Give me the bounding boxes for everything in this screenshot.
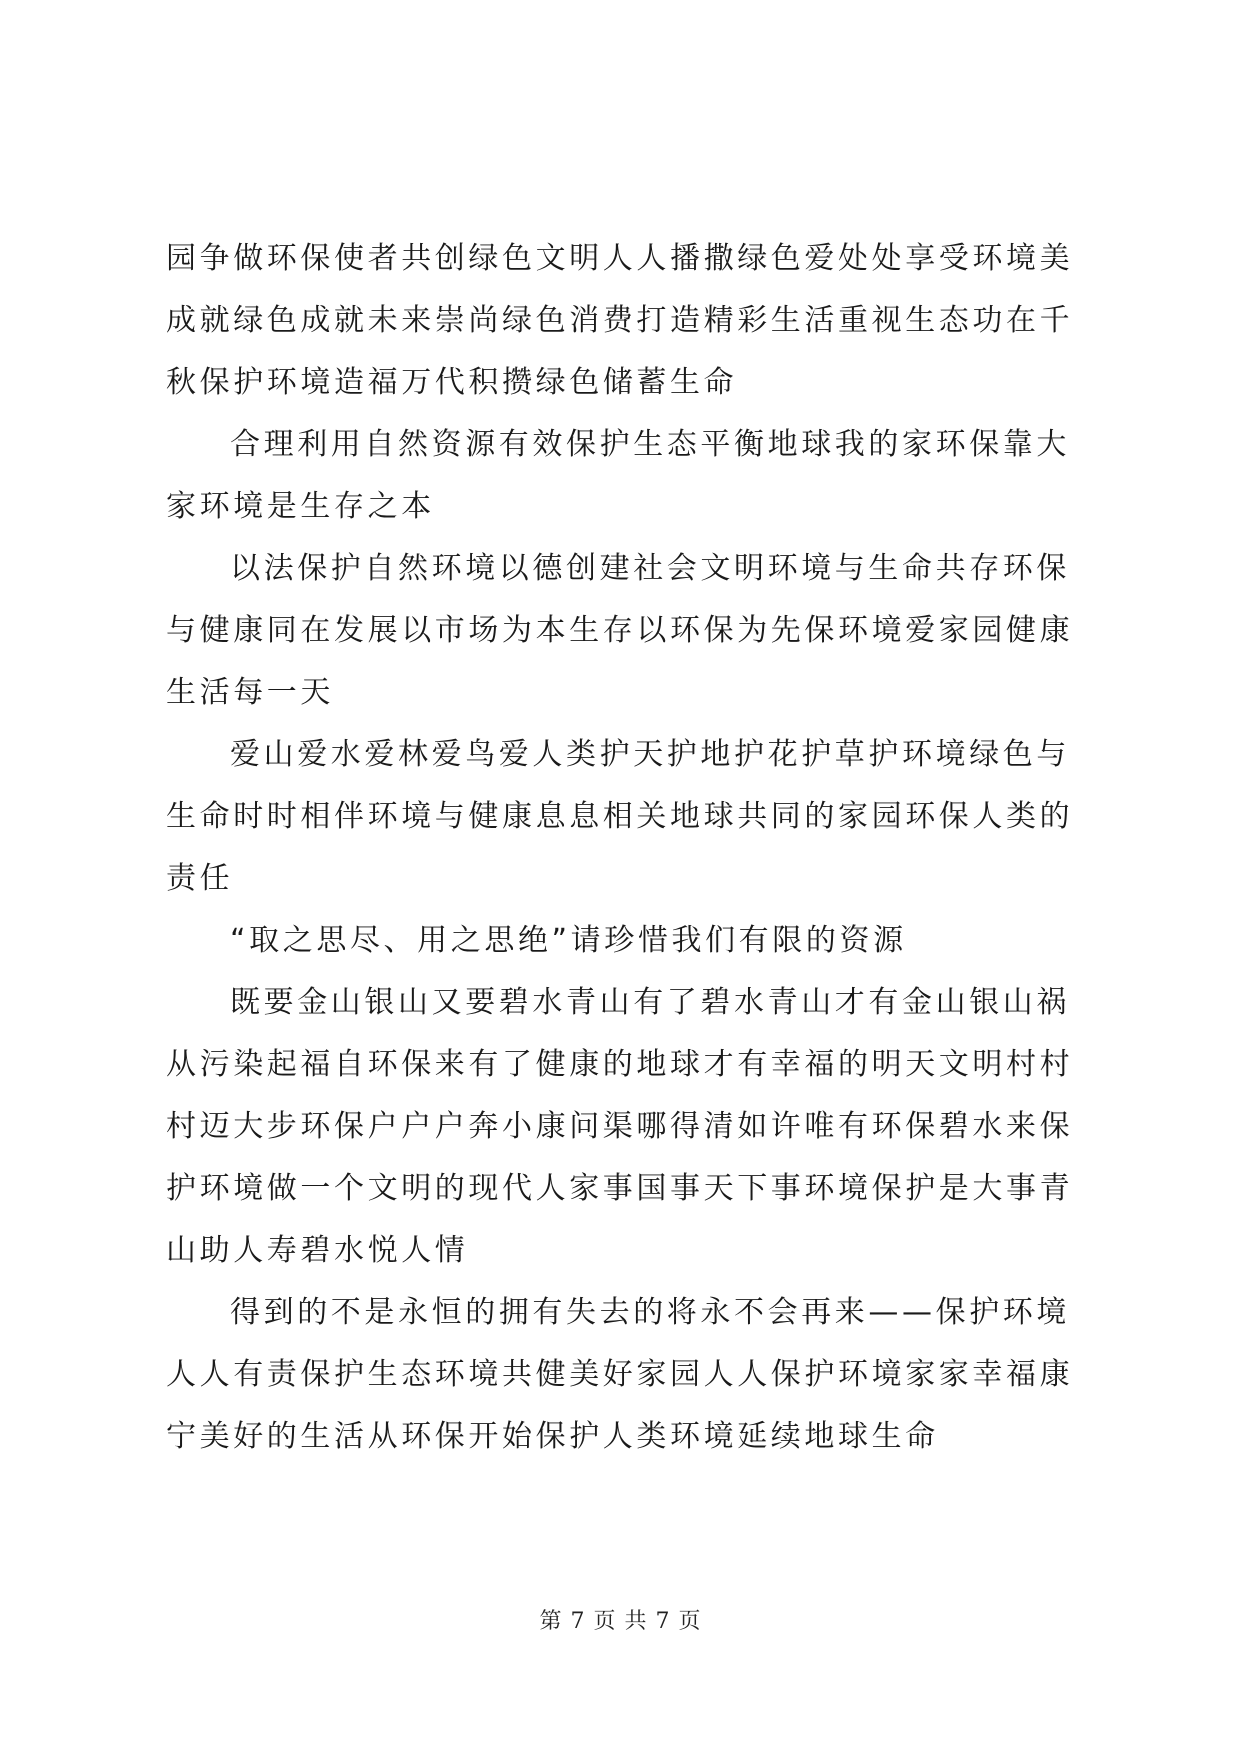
text-line: 生活每一天: [166, 675, 334, 710]
text-line: 责任: [166, 861, 234, 896]
text-line: 生命时时相伴环境与健康息息相关地球共同的家园环保人类的: [166, 799, 1074, 834]
text-line: 人人有责保护生态环境共健美好家园人人保护环境家家幸福康: [166, 1357, 1074, 1392]
text-line: 爱山爱水爱林爱鸟爱人类护天护地护花护草护环境绿色与: [230, 737, 1070, 772]
document-body: [166, 228, 1080, 1468]
text-line: 村迈大步环保户户户奔小康问渠哪得清如许唯有环保碧水来保: [166, 1109, 1074, 1144]
text-line: 既要金山银山又要碧水青山有了碧水青山才有金山银山祸: [230, 985, 1070, 1020]
text-line: 宁美好的生活从环保开始保护人类环境延续地球生命: [166, 1419, 939, 1454]
text-line: 成就绿色成就未来崇尚绿色消费打造精彩生活重视生态功在千: [166, 303, 1074, 338]
text-line: 与健康同在发展以市场为本生存以环保为先保环境爱家园健康: [166, 613, 1074, 648]
text-line: 秋保护环境造福万代积攒绿色储蓄生命: [166, 365, 738, 400]
text-line: 护环境做一个文明的现代人家事国事天下事环境保护是大事青: [166, 1171, 1074, 1206]
text-line: “取之思尽、用之思绝”请珍惜我们有限的资源: [230, 923, 907, 958]
text-line: 家环境是生存之本: [166, 489, 435, 524]
text-line: 得到的不是永恒的拥有失去的将永不会再来——保护环境: [230, 1295, 1070, 1330]
text-line: 从污染起福自环保来有了健康的地球才有幸福的明天文明村村: [166, 1047, 1074, 1082]
page-number-footer: 第 7 页 共 7 页: [539, 1609, 702, 1634]
text-line: 园争做环保使者共创绿色文明人人播撒绿色爱处处享受环境美: [166, 241, 1074, 276]
text-line: 山助人寿碧水悦人情: [166, 1233, 469, 1268]
text-line: 合理利用自然资源有效保护生态平衡地球我的家环保靠大: [230, 427, 1070, 462]
text-line: 以法保护自然环境以德创建社会文明环境与生命共存环保: [230, 551, 1070, 586]
